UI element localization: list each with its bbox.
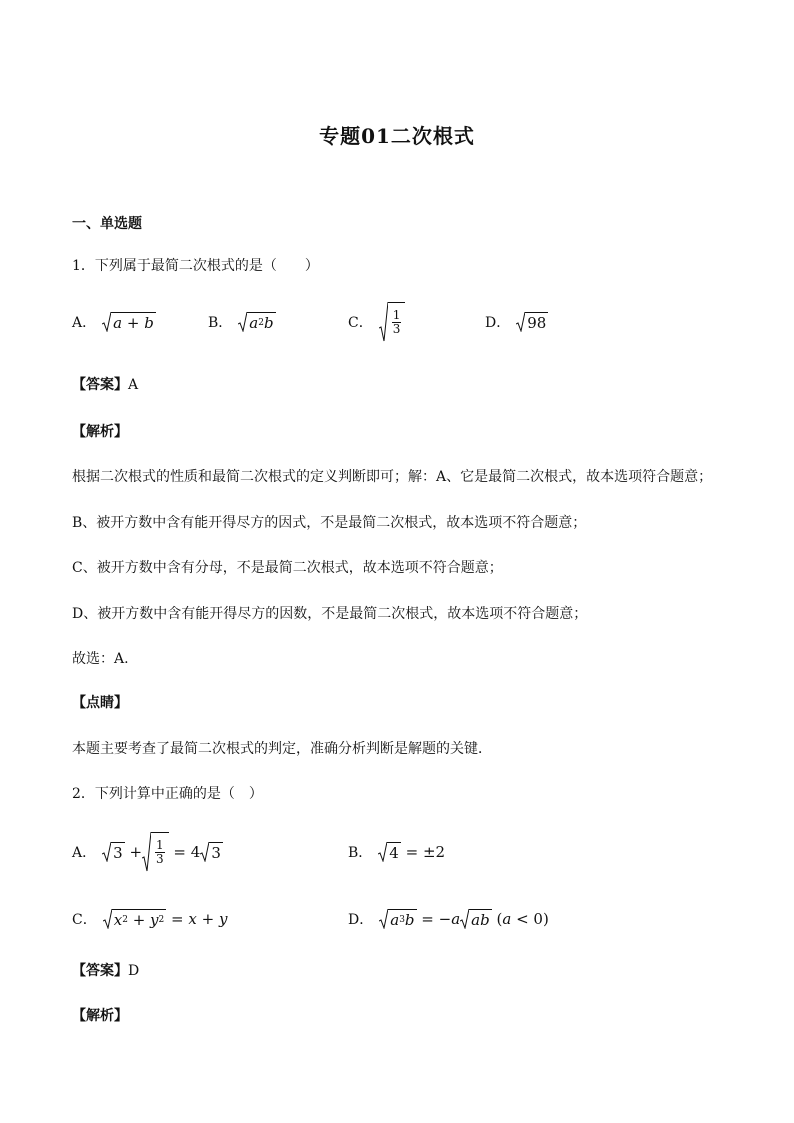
page-title: 专题01二次根式 (319, 124, 475, 148)
q1-option-b[interactable] (208, 312, 276, 332)
q1-analysis-line: 根据二次根式的性质和最简二次根式的定义判断即可；解：A、它是最简二次根式，故本选项符合题意； (72, 469, 713, 485)
q1-answer (72, 374, 138, 394)
option-label: B． (208, 315, 233, 331)
q2-option-d[interactable] (348, 909, 549, 929)
option-label: D． (348, 912, 374, 928)
option-formula: $\frac{1}{3}$ (379, 302, 406, 342)
answer-tag: 【答案】 (72, 377, 128, 393)
option-label: C． (72, 912, 97, 928)
q1-analysis-line: C、被开方数中含有分母，不是最简二次根式，故本选项不符合题意； (72, 560, 503, 576)
answer-value: A (128, 377, 139, 393)
question-2-stem: 2．下列计算中正确的是（ ） (72, 786, 263, 802)
option-label: C． (348, 315, 373, 331)
option-formula: a 3 b = − a ab ( a < 0) (379, 909, 549, 929)
option-formula: 98 (516, 312, 548, 332)
option-formula: x 2 + y 2 = x + y (103, 909, 228, 929)
answer-tag: 【答案】 (72, 963, 128, 979)
option-label: B． (348, 845, 373, 861)
q2-answer (72, 960, 139, 980)
q1-option-c[interactable] (348, 302, 405, 342)
answer-value: D (128, 963, 140, 979)
q1-option-d[interactable] (485, 312, 548, 332)
q1-analysis-tag: 【解析】 (72, 424, 128, 440)
q1-analysis-line: D、被开方数中含有能开得尽方的因数，不是最简二次根式，故本选项不符合题意； (72, 606, 588, 622)
option-formula: 4 = ±2 (378, 842, 445, 862)
q1-option-a[interactable] (72, 312, 156, 332)
option-label: D． (485, 315, 511, 331)
q2-analysis-tag: 【解析】 (72, 1008, 128, 1024)
option-label: A． (72, 845, 97, 861)
option-formula: a 2 b (238, 312, 275, 332)
option-formula: 3 + $\frac{1}{3}$ = 4 3 (102, 832, 223, 872)
question-1-stem: 1．下列属于最简二次根式的是（ ） (72, 258, 319, 274)
q1-comment-tag: 【点睛】 (72, 695, 128, 711)
option-label: A． (72, 315, 97, 331)
section-heading: 一、单选题 (72, 216, 142, 232)
q1-comment: 本题主要考查了最简二次根式的判定，准确分析判断是解题的关键． (72, 741, 492, 757)
q2-option-c[interactable] (72, 909, 227, 929)
q1-analysis-line: B、被开方数中含有能开得尽方的因式，不是最简二次根式，故本选项不符合题意； (72, 515, 587, 531)
q2-option-a[interactable] (72, 832, 223, 872)
q1-analysis-line: 故选：A. (72, 651, 129, 667)
option-formula: a + b (102, 312, 156, 332)
q2-option-b[interactable] (348, 842, 445, 862)
